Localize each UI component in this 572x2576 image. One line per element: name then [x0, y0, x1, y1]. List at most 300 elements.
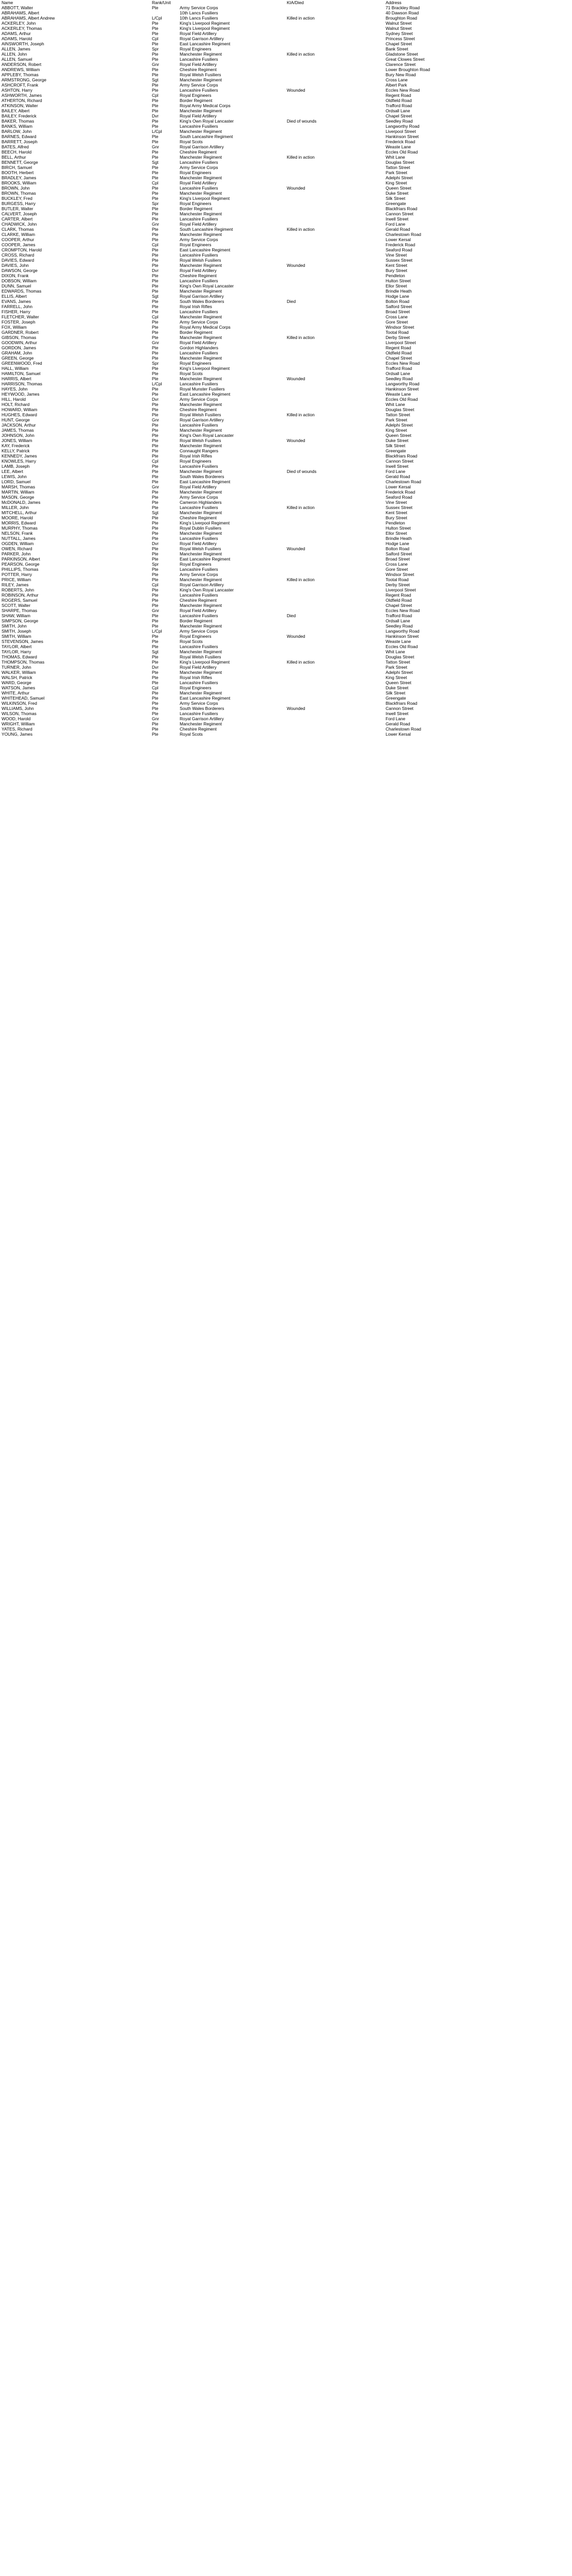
cell-rank: Pte: [152, 592, 159, 598]
cell-fate: [285, 294, 384, 299]
table-row: [0, 108, 572, 113]
cell-rank: Pte: [152, 567, 159, 572]
cell-rank: L/Cpl: [152, 381, 162, 386]
cell-unit: Lancashire Fusiliers: [180, 464, 218, 469]
cell-name: CROMPTON, Harold: [2, 247, 42, 252]
table-row: [0, 93, 572, 98]
cell-name: THOMPSON, Thomas: [2, 659, 45, 665]
cell-address: 71 Brackley Road: [386, 5, 420, 10]
cell-fate: [285, 113, 384, 118]
cell-name: GREEN, George: [2, 355, 34, 361]
cell-address: Charlestown Road: [386, 232, 421, 237]
cell-rank: Pte: [152, 433, 159, 438]
cell-fate: Died of wounds: [287, 469, 317, 474]
cell-address: Tootal Road: [386, 330, 409, 335]
cell-rank: Pte: [152, 634, 159, 639]
cell-unit: Manchester Regiment: [180, 469, 222, 474]
cell-number: [127, 639, 150, 644]
cell-address: Greengate: [386, 201, 406, 206]
cell-unit: Lancashire Fusiliers: [180, 592, 218, 598]
cell-address: Tatton Street: [386, 659, 410, 665]
cell-address: Blackfriars Road: [386, 453, 418, 459]
cell-unit: Royal Engineers: [180, 93, 212, 98]
cell-address: Broad Street: [386, 309, 410, 314]
table-row: [0, 366, 572, 371]
cell-unit: Manchester Regiment: [180, 670, 222, 675]
cell-number: [127, 155, 150, 160]
cell-address: Pendleton: [386, 520, 405, 526]
cell-number: [127, 531, 150, 536]
cell-fate: Wounded: [287, 88, 305, 93]
cell-rank: Pte: [152, 149, 159, 155]
cell-rank: Gnr: [152, 144, 159, 149]
cell-address: Lower Broughton Road: [386, 67, 430, 72]
cell-address: Walnut Street: [386, 21, 412, 26]
table-row: [0, 340, 572, 345]
cell-name: CARTER, Albert: [2, 216, 33, 222]
cell-name: NELSON, Frank: [2, 531, 33, 536]
cell-unit: 10th Lancs Fusiliers: [180, 15, 218, 21]
table-row: [0, 21, 572, 26]
cell-number: [127, 304, 150, 309]
table-row: [0, 237, 572, 242]
cell-fate: [285, 422, 384, 428]
table-row: [0, 649, 572, 654]
table-row: [0, 155, 572, 160]
table-row: [0, 263, 572, 268]
cell-unit: Lancashire Fusiliers: [180, 309, 218, 314]
cell-unit: Royal Field Artillery: [180, 608, 217, 613]
table-row: [0, 726, 572, 732]
cell-address: Langworthy Road: [386, 629, 420, 634]
cell-number: [127, 165, 150, 170]
cell-rank: Spr: [152, 201, 159, 206]
cell-number: [127, 103, 150, 108]
table-row: [0, 15, 572, 21]
cell-fate: [285, 417, 384, 422]
table-row: [0, 474, 572, 479]
table-row: [0, 603, 572, 608]
cell-fate: [285, 618, 384, 623]
cell-address: Liverpool Street: [386, 340, 416, 345]
cell-fate: [285, 680, 384, 685]
table-row: [0, 685, 572, 690]
cell-address: Hankinson Street: [386, 134, 419, 139]
cell-name: BOOTH, Herbert: [2, 170, 34, 175]
cell-fate: Wounded: [287, 438, 305, 443]
cell-number: [127, 139, 150, 144]
cell-number: [127, 21, 150, 26]
cell-fate: [285, 371, 384, 376]
cell-number: [127, 278, 150, 283]
cell-fate: [285, 57, 384, 62]
cell-unit: Army Service Corps: [180, 629, 218, 634]
cell-fate: Wounded: [287, 634, 305, 639]
cell-number: [127, 134, 150, 139]
cell-address: Bolton Road: [386, 299, 410, 304]
cell-rank: Pte: [152, 258, 159, 263]
cell-unit: East Lancashire Regiment: [180, 556, 231, 562]
table-row: [0, 567, 572, 572]
cell-rank: Pte: [152, 289, 159, 294]
cell-fate: [285, 21, 384, 26]
table-row: [0, 587, 572, 592]
cell-fate: [285, 572, 384, 577]
cell-unit: Royal Engineers: [180, 46, 212, 52]
cell-address: Irwell Street: [386, 711, 409, 716]
cell-fate: [285, 685, 384, 690]
cell-name: WILSON, Thomas: [2, 711, 37, 716]
cell-rank: Pte: [152, 623, 159, 629]
cell-number: [127, 314, 150, 319]
cell-address: Salford Street: [386, 551, 412, 556]
cell-name: HUGHES, Edward: [2, 412, 37, 417]
cell-fate: [285, 325, 384, 330]
table-row: [0, 206, 572, 211]
cell-number: [127, 613, 150, 618]
cell-unit: Army Service Corps: [180, 397, 218, 402]
cell-number: [127, 67, 150, 72]
cell-rank: Spr: [152, 46, 159, 52]
cell-name: JONES, William: [2, 438, 32, 443]
cell-address: Park Street: [386, 417, 407, 422]
cell-fate: [285, 479, 384, 484]
cell-number: [127, 289, 150, 294]
cell-rank: Sgt: [152, 77, 159, 82]
cell-fate: Killed in action: [287, 412, 315, 417]
cell-address: Douglas Street: [386, 407, 414, 412]
cell-rank: Gnr: [152, 62, 159, 67]
cell-rank: Pte: [152, 82, 159, 88]
cell-rank: L/Cpl: [152, 15, 162, 21]
cell-address: Bury Street: [386, 515, 407, 520]
cell-address: Chapel Street: [386, 603, 412, 608]
cell-unit: Lancashire Fusiliers: [180, 505, 218, 510]
cell-fate: Killed in action: [287, 659, 315, 665]
cell-address: Bury Street: [386, 268, 407, 273]
cell-rank: Pte: [152, 211, 159, 216]
cell-rank: Pte: [152, 309, 159, 314]
cell-number: [127, 5, 150, 10]
cell-address: Chapel Street: [386, 113, 412, 118]
cell-number: [127, 299, 150, 304]
table-row: [0, 232, 572, 237]
cell-rank: Dvr: [152, 268, 159, 273]
cell-fate: [285, 623, 384, 629]
cell-address: Ford Lane: [386, 469, 406, 474]
cell-rank: Pte: [152, 479, 159, 484]
cell-name: OWEN, Richard: [2, 546, 32, 551]
cell-rank: Pte: [152, 108, 159, 113]
cell-address: Vine Street: [386, 500, 407, 505]
table-row: [0, 118, 572, 124]
cell-unit: Lancashire Fusiliers: [180, 567, 218, 572]
cell-number: [127, 422, 150, 428]
cell-address: Brindle Heath: [386, 289, 412, 294]
cell-number: [127, 170, 150, 175]
cell-rank: Sgt: [152, 649, 159, 654]
cell-unit: Lancashire Fusiliers: [180, 252, 218, 258]
table-row: [0, 422, 572, 428]
cell-unit: Royal Garrison Artillery: [180, 294, 224, 299]
table-row: [0, 170, 572, 175]
cell-rank: Gnr: [152, 222, 159, 227]
table-row: [0, 659, 572, 665]
cell-name: DAVIES, Edward: [2, 258, 34, 263]
table-row: [0, 355, 572, 361]
cell-fate: [285, 252, 384, 258]
cell-fate: [285, 536, 384, 541]
cell-unit: King's Liverpool Regiment: [180, 26, 230, 31]
table-row: [0, 361, 572, 366]
cell-number: [127, 546, 150, 551]
cell-unit: Royal Dublin Fusiliers: [180, 526, 221, 531]
cell-name: HUNT, George: [2, 417, 30, 422]
cell-unit: Royal Field Artillery: [180, 340, 217, 345]
table-row: [0, 711, 572, 716]
table-row: [0, 144, 572, 149]
cell-fate: [285, 93, 384, 98]
cell-address: Duke Street: [386, 685, 409, 690]
cell-rank: Pte: [152, 577, 159, 582]
cell-rank: Pte: [152, 206, 159, 211]
cell-name: GORDON, James: [2, 345, 37, 350]
cell-number: [127, 469, 150, 474]
cell-number: [127, 211, 150, 216]
cell-rank: Pte: [152, 57, 159, 62]
cell-fate: [285, 196, 384, 201]
cell-address: Seedley Road: [386, 376, 413, 381]
cell-rank: Pte: [152, 335, 159, 340]
cell-address: Oldfield Road: [386, 350, 412, 355]
cell-name: ANDREWS, William: [2, 67, 40, 72]
cell-rank: Pte: [152, 299, 159, 304]
cell-name: THOMAS, Edward: [2, 654, 37, 659]
cell-fate: [285, 175, 384, 180]
table-row: [0, 314, 572, 319]
cell-name: JOHNSON, John: [2, 433, 34, 438]
cell-unit: Manchester Regiment: [180, 577, 222, 582]
cell-number: [127, 72, 150, 77]
cell-number: [127, 536, 150, 541]
cell-unit: Royal Engineers: [180, 685, 212, 690]
cell-address: Ordsall Lane: [386, 371, 410, 376]
cell-rank: Pte: [152, 139, 159, 144]
cell-rank: Pte: [152, 325, 159, 330]
cell-rank: Gnr: [152, 716, 159, 721]
cell-fate: [285, 216, 384, 222]
cell-address: Blackfriars Road: [386, 206, 418, 211]
table-row: [0, 634, 572, 639]
cell-number: [127, 598, 150, 603]
column-header-fate: KIA/Died: [287, 0, 304, 5]
table-row: [0, 608, 572, 613]
cell-address: Hankinson Street: [386, 386, 419, 392]
cell-rank: Pte: [152, 546, 159, 551]
cell-number: [127, 505, 150, 510]
cell-rank: Sgt: [152, 294, 159, 299]
cell-address: Hulton Street: [386, 278, 411, 283]
table-row: [0, 113, 572, 118]
table-row: [0, 41, 572, 46]
cell-number: [127, 520, 150, 526]
cell-number: [127, 711, 150, 716]
cell-name: ASHCROFT, Frank: [2, 82, 39, 88]
cell-name: SCOTT, Walter: [2, 603, 30, 608]
table-row: [0, 124, 572, 129]
cell-fate: [285, 289, 384, 294]
table-row: [0, 62, 572, 67]
cell-rank: Dvr: [152, 665, 159, 670]
cell-number: [127, 340, 150, 345]
table-row: [0, 459, 572, 464]
table-row: [0, 495, 572, 500]
cell-number: [127, 397, 150, 402]
cell-name: MURPHY, Thomas: [2, 526, 38, 531]
cell-unit: Cheshire Regiment: [180, 515, 217, 520]
cell-fate: Killed in action: [287, 155, 315, 160]
cell-rank: Gnr: [152, 340, 159, 345]
table-row: [0, 680, 572, 685]
cell-number: [127, 582, 150, 587]
cell-unit: Royal Irish Rifles: [180, 304, 212, 309]
table-row: [0, 268, 572, 273]
cell-number: [127, 644, 150, 649]
cell-fate: [285, 603, 384, 608]
table-row: [0, 556, 572, 562]
cell-unit: East Lancashire Regiment: [180, 41, 231, 46]
cell-fate: [285, 608, 384, 613]
cell-name: LEWIS, John: [2, 474, 27, 479]
cell-unit: Manchester Regiment: [180, 603, 222, 608]
cell-name: AINSWORTH, Joseph: [2, 41, 44, 46]
cell-fate: [285, 258, 384, 263]
table-row: [0, 258, 572, 263]
table-row: [0, 536, 572, 541]
cell-name: KNOWLES, Harry: [2, 459, 37, 464]
cell-number: [127, 443, 150, 448]
cell-rank: Sgt: [152, 160, 159, 165]
cell-unit: Army Service Corps: [180, 495, 218, 500]
cell-fate: [285, 340, 384, 345]
cell-fate: Killed in action: [287, 52, 315, 57]
cell-fate: Killed in action: [287, 227, 315, 232]
cell-number: [127, 247, 150, 252]
cell-fate: [285, 361, 384, 366]
cell-name: ACKERLEY, John: [2, 21, 36, 26]
cell-unit: Manchester Regiment: [180, 289, 222, 294]
cell-fate: [285, 201, 384, 206]
cell-rank: Pte: [152, 124, 159, 129]
cell-address: Trafford Road: [386, 103, 412, 108]
cell-name: FLETCHER, Walter: [2, 314, 39, 319]
cell-unit: Royal Engineers: [180, 361, 212, 366]
cell-fate: Wounded: [287, 546, 305, 551]
cell-name: HEYWOOD, James: [2, 392, 40, 397]
cell-unit: Army Service Corps: [180, 237, 218, 242]
cell-fate: [285, 551, 384, 556]
cell-address: Regent Road: [386, 93, 411, 98]
cell-number: [127, 716, 150, 721]
cell-number: [127, 93, 150, 98]
cell-number: [127, 649, 150, 654]
cell-number: [127, 129, 150, 134]
cell-number: [127, 726, 150, 732]
cell-fate: [285, 386, 384, 392]
cell-number: [127, 392, 150, 397]
cell-unit: Royal Scots: [180, 732, 203, 737]
cell-number: [127, 366, 150, 371]
cell-name: EDWARDS, Thomas: [2, 289, 42, 294]
cell-number: [127, 294, 150, 299]
cell-name: PHILLIPS, Thomas: [2, 567, 39, 572]
table-row: [0, 381, 572, 386]
cell-fate: [285, 180, 384, 185]
cell-unit: Manchester Regiment: [180, 551, 222, 556]
cell-fate: [285, 381, 384, 386]
cell-fate: [285, 103, 384, 108]
cell-address: Ellor Street: [386, 283, 407, 289]
cell-number: [127, 412, 150, 417]
cell-unit: Royal Scots: [180, 139, 203, 144]
cell-fate: [285, 237, 384, 242]
cell-unit: Royal Welsh Fusiliers: [180, 546, 221, 551]
cell-name: JACKSON, Arthur: [2, 422, 36, 428]
table-row: [0, 479, 572, 484]
cell-number: [127, 36, 150, 41]
cell-rank: Cpl: [152, 93, 159, 98]
cell-fate: [285, 165, 384, 170]
table-row: [0, 577, 572, 582]
cell-fate: Wounded: [287, 263, 305, 268]
cell-rank: Pte: [152, 639, 159, 644]
table-row: [0, 639, 572, 644]
cell-unit: Manchester Regiment: [180, 175, 222, 180]
cell-number: [127, 108, 150, 113]
cell-address: Cross Lane: [386, 314, 408, 319]
cell-unit: Royal Scots: [180, 371, 203, 376]
cell-unit: Connaught Rangers: [180, 448, 218, 453]
table-row: [0, 464, 572, 469]
cell-rank: Pte: [152, 453, 159, 459]
cell-number: [127, 309, 150, 314]
table-row: [0, 175, 572, 180]
cell-address: King Street: [386, 428, 407, 433]
cell-rank: Pte: [152, 52, 159, 57]
register-body: [0, 5, 572, 737]
cell-name: GIBSON, Thomas: [2, 335, 37, 340]
cell-unit: Royal Field Artillery: [180, 268, 217, 273]
cell-address: Weaste Lane: [386, 144, 411, 149]
cell-name: WILLIAMS, John: [2, 706, 34, 711]
cell-fate: [285, 495, 384, 500]
cell-number: [127, 701, 150, 706]
cell-address: Broad Street: [386, 556, 410, 562]
cell-rank: Pte: [152, 216, 159, 222]
cell-number: [127, 273, 150, 278]
table-row: [0, 319, 572, 325]
cell-address: Ford Lane: [386, 716, 406, 721]
cell-address: Seedley Road: [386, 118, 413, 124]
cell-name: PRICE, William: [2, 577, 31, 582]
cell-number: [127, 696, 150, 701]
cell-name: FOSTER, Joseph: [2, 319, 36, 325]
cell-fate: [285, 222, 384, 227]
cell-address: Cannon Street: [386, 459, 414, 464]
table-row: [0, 629, 572, 634]
cell-number: [127, 283, 150, 289]
cell-number: [127, 381, 150, 386]
